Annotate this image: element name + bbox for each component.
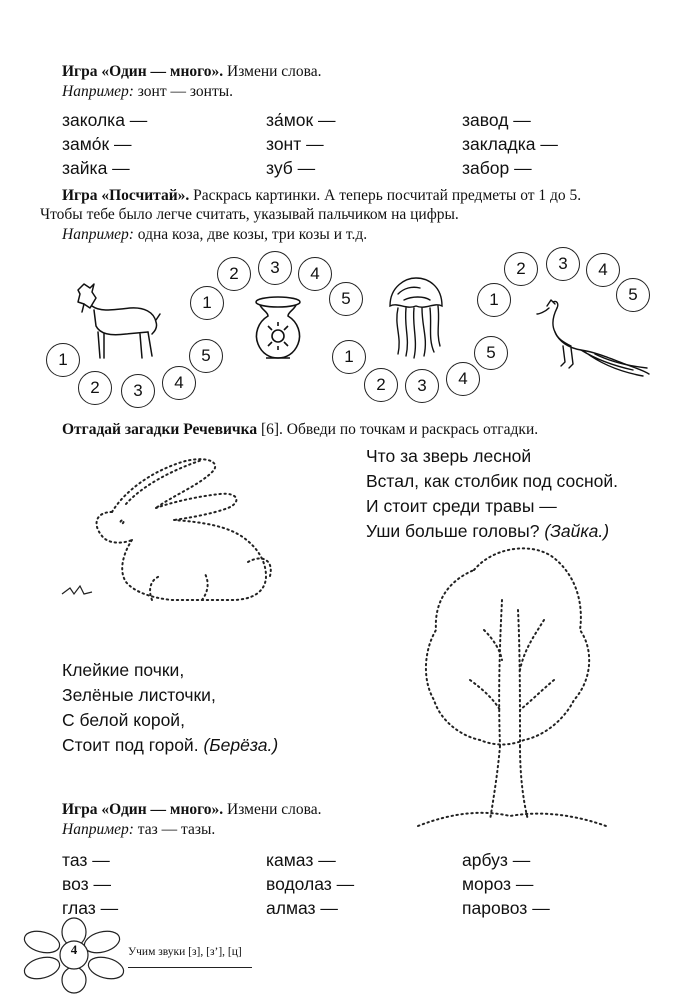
s4-word: алмаз —: [266, 898, 338, 918]
s4-word: глаз —: [62, 898, 119, 918]
count-circle: 1: [46, 343, 80, 377]
section4-title: [62, 800, 322, 820]
count-circle: 2: [78, 371, 112, 405]
s4-word: арбуз —: [462, 850, 531, 870]
s4-word: паровоз —: [462, 898, 550, 918]
s4-word: воз —: [62, 874, 112, 894]
s1-word: закладка —: [462, 134, 558, 154]
riddle-line: Клейкие почки,: [62, 660, 185, 680]
s1-word: зайка —: [62, 158, 130, 178]
s4-word: таз —: [62, 850, 110, 870]
s4-word: водолаз —: [266, 874, 355, 894]
riddle-line-text: Уши больше головы?: [366, 521, 540, 541]
s1-word: зонт —: [266, 134, 324, 154]
count-circle: 2: [364, 368, 398, 402]
section1-example-label: Например:: [62, 83, 134, 100]
section2-example: [62, 225, 367, 245]
section2-line2: Чтобы тебе было легче считать, указывай пальчиком на цифры.: [40, 206, 459, 223]
section4-example: [62, 820, 215, 840]
s1-word: завод —: [462, 110, 531, 130]
riddle-line: И стоит среди травы —: [366, 496, 557, 516]
count-circle: 4: [298, 257, 332, 291]
count-circle: 3: [546, 247, 580, 281]
count-circle: 5: [329, 282, 363, 316]
dotted-hare-picture: [52, 452, 292, 608]
s1-word: за́мок —: [266, 110, 336, 130]
section2-title: [62, 186, 581, 206]
s1-word: зуб —: [266, 158, 316, 178]
section2-title-rest: Раскрась картинки. А теперь посчитай предметы от 1 до 5.: [189, 187, 582, 204]
count-circle: 3: [121, 374, 155, 408]
section3-title-rest: [6]. Обведи по точкам и раскрась отгадки.: [257, 421, 539, 438]
count-circle: 4: [162, 366, 196, 400]
peacock-picture: [535, 296, 651, 378]
riddle-line: [62, 733, 278, 758]
riddle-line: Зелёные листочки,: [62, 685, 216, 705]
riddle-answer: (Зайка.): [544, 521, 610, 541]
count-circle: 4: [446, 362, 480, 396]
section4-example-label: Например:: [62, 821, 134, 838]
section1-title-bold: Игра «Один — много».: [62, 63, 224, 80]
section4-title-rest: Измени слова.: [223, 801, 322, 818]
s4-word: камаз —: [266, 850, 336, 870]
section2-title-bold: Игра «Посчитай».: [62, 187, 190, 204]
section4-example-text: таз — тазы.: [133, 821, 216, 838]
count-circle: 5: [189, 339, 223, 373]
count-circle: 2: [217, 257, 251, 291]
section1-title-rest: Измени слова.: [223, 63, 322, 80]
count-circle: 1: [332, 340, 366, 374]
goat-picture: [70, 282, 165, 362]
s4-word: мороз —: [462, 874, 534, 894]
section1-title: [62, 62, 322, 82]
riddle-line-text: Стоит под горой.: [62, 735, 199, 755]
riddle-answer: (Берёза.): [203, 735, 279, 755]
section3-title: [62, 420, 538, 440]
vase-picture: [250, 296, 306, 362]
count-circle: 5: [616, 278, 650, 312]
s1-word: замо́к —: [62, 134, 132, 154]
count-circle: 5: [474, 336, 508, 370]
count-circle: 3: [258, 251, 292, 285]
riddle-hare: [366, 444, 618, 544]
riddle-line: Встал, как столбик под сосной.: [366, 471, 619, 491]
riddle-line: Что за зверь лесной: [366, 446, 532, 466]
count-circle: 3: [405, 369, 439, 403]
count-circle: 2: [504, 252, 538, 286]
running-title: Учим звуки [з], [з’], [ц]: [128, 946, 242, 958]
jellyfish-picture: [384, 276, 448, 360]
section1-example: [62, 82, 233, 102]
count-circle: 4: [586, 253, 620, 287]
count-circle: 1: [190, 286, 224, 320]
footer-rule: [128, 967, 252, 968]
dotted-birch-picture: [414, 540, 610, 830]
count-circle: 1: [477, 283, 511, 317]
s1-word: заколка —: [62, 110, 148, 130]
section2-example-text: одна коза, две козы, три козы и т.д.: [133, 226, 368, 243]
riddle-birch: [62, 658, 278, 758]
section1-example-text: зонт — зонты.: [133, 83, 234, 100]
section4-title-bold: Игра «Один — много».: [62, 801, 224, 818]
s1-word: забор —: [462, 158, 532, 178]
section3-title-bold: Отгадай загадки Речевичка: [62, 421, 258, 438]
riddle-line: С белой корой,: [62, 710, 185, 730]
page-number: 4: [70, 942, 78, 957]
section2-example-label: Например:: [62, 226, 134, 243]
